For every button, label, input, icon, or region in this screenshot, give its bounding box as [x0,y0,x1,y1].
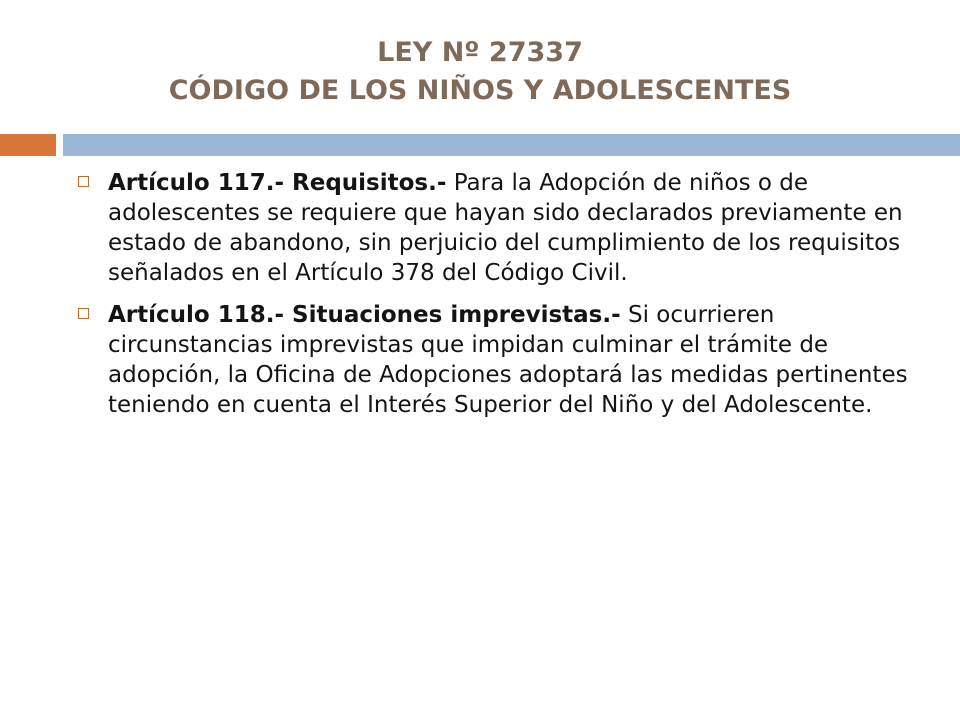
list-item-article-117 [74,168,914,288]
article-118-heading: Artículo 118.- Situaciones imprevistas.- [108,302,621,328]
article-117-heading: Artículo 117.- Requisitos.- [108,170,447,196]
hollow-square-bullet-icon [78,308,89,319]
hollow-square-bullet-icon [78,176,89,187]
slide-title [0,34,960,110]
slide-title-line-2: CÓDIGO DE LOS NIÑOS Y ADOLESCENTES [168,75,792,106]
slide-body [74,168,914,432]
accent-bar-blue [63,134,960,156]
article-118-text: Si ocurrieren circunstancias imprevistas que impidan culminar el trámite de adopción, la Oficina de Adopciones adoptará las medidas pertinentes teniendo en cuenta el Interés Superior del Niño y del Adolescente. [108,302,908,418]
slide-title-line-1: LEY Nº 27337 [377,37,583,68]
accent-bar-orange [0,134,56,156]
list-item-article-118 [74,300,914,420]
article-117-text: Para la Adopción de niños o de adolescentes se requiere que hayan sido declarados previamente en estado de abandono, sin perjuicio del cumplimiento de los requisitos señalados en el Artículo 378 del Código Civil. [108,170,903,286]
